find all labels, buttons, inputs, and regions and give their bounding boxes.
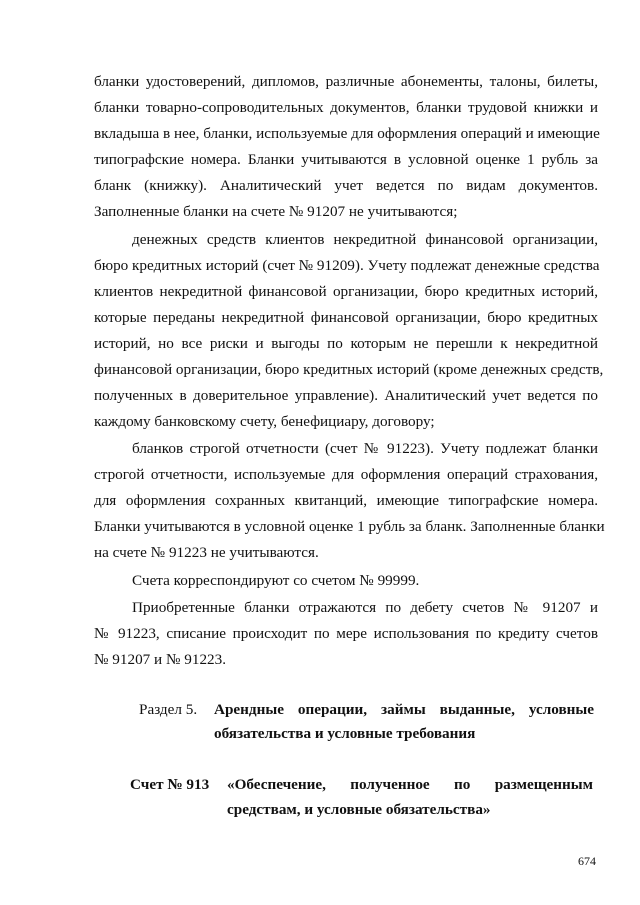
account-label: Счет № 913	[130, 776, 210, 793]
text-line: Приобретенные бланки отражаются по дебету счетов № 91207 и	[132, 599, 598, 616]
text-line: на счете № 91223 не учитываются.	[94, 544, 319, 561]
text-line: Заполненные бланки на счете № 91207 не учитываются;	[94, 203, 458, 220]
text-line: № 91207 и № 91223.	[94, 651, 227, 668]
text-line: денежных средств клиентов некредитной финансовой организации,	[132, 231, 598, 248]
section-title-continued: обязательства и условные требования	[214, 725, 476, 742]
text-line: каждому банковскому счету, бенефициару, договору;	[94, 413, 435, 430]
text-line: бюро кредитных историй (счет № 91209). Учету подлежат денежные средства	[94, 257, 600, 274]
account-title: «Обеспечение, полученное по размещенным	[227, 776, 593, 793]
text-line: бланк (книжку). Аналитический учет ведется по видам документов.	[94, 177, 598, 194]
text-line: историй, но все риски и выгоды по которым не перешли к некредитной	[94, 335, 598, 352]
text-line: клиентов некредитной финансовой организации, бюро кредитных историй,	[94, 283, 598, 300]
section-title: Арендные операции, займы выданные, условные	[214, 701, 594, 718]
text-line: Счета корреспондируют со счетом № 99999.	[132, 572, 420, 589]
text-line: полученных в доверительное управление). Аналитический учет ведется по	[94, 387, 598, 404]
text-line: бланков строгой отчетности (счет № 91223). Учету подлежат бланки	[132, 440, 598, 457]
page-number: 674	[578, 854, 596, 868]
section-label: Раздел 5.	[139, 701, 198, 718]
text-line: вкладыша в нее, бланки, используемые для оформления операций и имеющие	[94, 125, 600, 142]
text-line: бланки удостоверений, дипломов, различные абонементы, талоны, билеты,	[94, 73, 598, 90]
text-line: Бланки учитываются в условной оценке 1 рубль за бланк. Заполненные бланки	[94, 518, 605, 535]
text-line: типографские номера. Бланки учитываются в условной оценке 1 рубль за	[94, 151, 598, 168]
text-line: бланки товарно-сопроводительных документов, бланки трудовой книжки и	[94, 99, 598, 116]
text-line: для оформления сохранных квитанций, имеющие типографские номера.	[94, 492, 598, 509]
text-line: которые переданы некредитной финансовой организации, бюро кредитных	[94, 309, 598, 326]
text-line: строгой отчетности, используемые для оформления операций страхования,	[94, 466, 598, 483]
account-title-continued: средствам, и условные обязательства»	[227, 801, 491, 818]
text-line: № 91223, списание происходит по мере использования по кредиту счетов	[94, 625, 598, 642]
text-line: финансовой организации, бюро кредитных историй (кроме денежных средств,	[94, 361, 604, 378]
